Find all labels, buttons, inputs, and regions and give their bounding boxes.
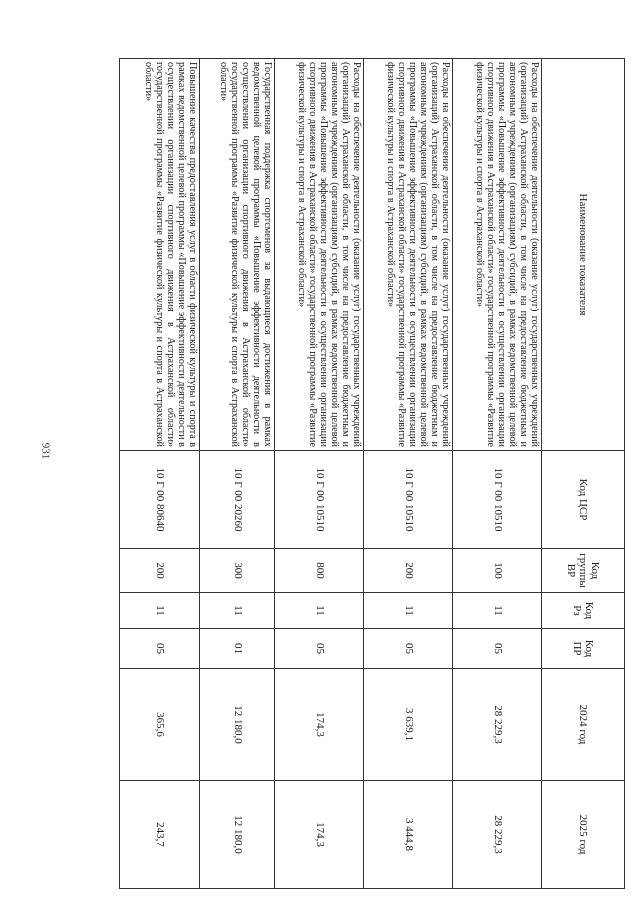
row-csr: 10 Г 00 20260 (200, 451, 275, 549)
header-pr: Код ПР (542, 629, 625, 669)
table-header-row (542, 59, 625, 889)
row-2024: 12 180,0 (200, 669, 275, 781)
header-csr: Код ЦСР (542, 451, 625, 549)
row-rz: 11 (275, 593, 364, 629)
row-2024: 3 639,1 (364, 669, 453, 781)
row-2024: 174,3 (275, 669, 364, 781)
table-row (200, 59, 275, 889)
header-rz: Код Рз (542, 593, 625, 629)
row-2025: 243,7 (120, 781, 200, 889)
row-2024: 365,6 (120, 669, 200, 781)
row-2024: 28 229,3 (453, 669, 542, 781)
table-row (453, 59, 542, 889)
row-description: Расходы на обеспечение деятельности (оказание услуг) государственных учреждений (организаций) Астраханской области, в том числе на предоставление бюджетным и автономным учреждениям (организациям) субсидий, в рамках ведомственной целевой программы «Повышение эффективности деятельности в осуществлении организации спортивного движения в Астраханской области» государственной программы «Развитие физической культуры и спорта в Астраханской области» (275, 59, 364, 451)
header-2025: 2025 год (542, 781, 625, 889)
budget-table (119, 58, 625, 889)
row-csr: 10 Г 00 10510 (453, 451, 542, 549)
row-pr: 01 (200, 629, 275, 669)
row-vr: 800 (275, 549, 364, 593)
row-description: Расходы на обеспечение деятельности (оказание услуг) государственных учреждений (организаций) Астраханской области, в том числе на предоставление бюджетным и автономным учреждениям (организациям) субсидий, в рамках ведомственной целевой программы «Повышение эффективности деятельности в осуществлении организации спортивного движения в Астраханской области» государственной программы «Развитие физической культуры и спорта в Астраханской области» (364, 59, 453, 451)
row-rz: 11 (120, 593, 200, 629)
row-description: Расходы на обеспечение деятельности (оказание услуг) государственных учреждений (организаций) Астраханской области, в том числе на предоставление бюджетным и автономным учреждениям (организациям) субсидий, в рамках ведомственной целевой программы «Повышение эффективности деятельности в осуществлении организации спортивного движения в Астраханской области» государственной программы «Развитие физической культуры и спорта в Астраханской области» (453, 59, 542, 451)
header-name: Наименование показателя (542, 59, 625, 451)
row-csr: 10 Г 00 80640 (120, 451, 200, 549)
row-csr: 10 Г 00 10510 (275, 451, 364, 549)
table-row (364, 59, 453, 889)
row-pr: 05 (120, 629, 200, 669)
row-rz: 11 (364, 593, 453, 629)
table-row (275, 59, 364, 889)
header-vr: Код группы ВР (542, 549, 625, 593)
row-vr: 200 (120, 549, 200, 593)
row-description: Государственная поддержка спортсменов за выдающиеся достижения в рамках ведомственной целевой программы «Повышение эффективности деятельности в осуществлении организации спортивного движения в Астраханской области» государственной программы «Развитие физической культуры и спорта в Астраханской области» (200, 59, 275, 451)
row-vr: 300 (200, 549, 275, 593)
row-rz: 11 (453, 593, 542, 629)
rotated-table-wrapper (142, 58, 625, 888)
row-csr: 10 Г 00 10510 (364, 451, 453, 549)
row-2025: 12 180,0 (200, 781, 275, 889)
row-pr: 05 (453, 629, 542, 669)
header-2024: 2024 год (542, 669, 625, 781)
row-2025: 174,3 (275, 781, 364, 889)
row-pr: 05 (364, 629, 453, 669)
row-vr: 100 (453, 549, 542, 593)
row-vr: 200 (364, 549, 453, 593)
page-number: 931 (39, 442, 52, 460)
row-2025: 28 229,3 (453, 781, 542, 889)
table-row (120, 59, 200, 889)
row-pr: 05 (275, 629, 364, 669)
row-rz: 11 (200, 593, 275, 629)
row-description: Повышение качества предоставления услуг в области физической культуры и спорта в рамках ведомственной целевой программы «Повышение эффективности деятельности в осуществлении организации спортивного движения в Астраханской области» государственной программы «Развитие физической культуры и спорта в Астраханской области» (120, 59, 200, 451)
row-2025: 3 444,8 (364, 781, 453, 889)
